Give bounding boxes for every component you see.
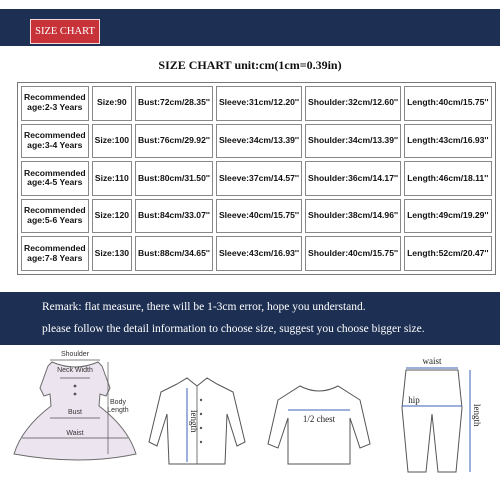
size-cell: Length:40cm/15.75'' [404, 86, 491, 121]
age-cell: Recommended age:2-3 Years [21, 86, 89, 121]
size-cell: Bust:76cm/29.92'' [135, 124, 213, 159]
dress-length-label: Length [107, 407, 129, 414]
age-cell: Recommended age:7-8 Years [21, 236, 89, 271]
size-cell: Length:46cm/18.11'' [404, 161, 491, 196]
size-cell: Shoulder:38cm/14.96'' [305, 199, 401, 234]
pants-hip-label: hip [408, 395, 420, 405]
remark-line-2: please follow the detail information to choose size, suggest you choose bigger size. [42, 323, 425, 335]
size-cell: Shoulder:36cm/14.17'' [305, 161, 401, 196]
size-cell: Size:120 [92, 199, 132, 234]
dress-body-label: Body [110, 399, 126, 406]
remark-banner [0, 292, 500, 345]
size-cell: Length:52cm/20.47'' [404, 236, 491, 271]
pants-diagram [380, 348, 495, 480]
table-row [21, 124, 492, 159]
size-table [17, 82, 496, 275]
shirt-length-label: length [189, 410, 199, 433]
size-cell: Size:130 [92, 236, 132, 271]
table-row [21, 86, 492, 121]
size-chart-tag [30, 19, 100, 44]
dress-waist-label: Waist [66, 430, 84, 437]
age-cell: Recommended age:3-4 Years [21, 124, 89, 159]
table-row [21, 161, 492, 196]
pants-outline [402, 370, 462, 472]
header-banner [0, 0, 500, 46]
pants-length-label: length [472, 404, 482, 427]
dress-bust-label: Bust [67, 409, 83, 416]
size-cell: Shoulder:34cm/13.39'' [305, 124, 401, 159]
size-cell: Length:49cm/19.29'' [404, 199, 491, 234]
sweater-chest-label: 1/2 chest [302, 414, 336, 424]
size-cell: Sleeve:31cm/12.20'' [216, 86, 302, 121]
size-cell: Bust:84cm/33.07'' [135, 199, 213, 234]
size-cell: Size:110 [92, 161, 132, 196]
shirt-diagram [137, 348, 257, 480]
dress-diagram [0, 348, 150, 480]
size-cell: Bust:80cm/31.50'' [135, 161, 213, 196]
size-cell: Size:100 [92, 124, 132, 159]
remark-line-1: Remark: flat measure, there will be 1-3cm error, hope you understand. [42, 301, 366, 313]
size-cell: Length:43cm/16.93'' [404, 124, 491, 159]
size-chart-tag-label: SIZE CHART [35, 26, 95, 37]
size-cell: Shoulder:40cm/15.75'' [305, 236, 401, 271]
size-cell: Size:90 [92, 86, 132, 121]
size-cell: Sleeve:40cm/15.75'' [216, 199, 302, 234]
dress-shoulder-label: Shoulder [60, 351, 90, 358]
table-row [21, 199, 492, 234]
size-cell: Sleeve:37cm/14.57'' [216, 161, 302, 196]
age-cell: Recommended age:5-6 Years [21, 199, 89, 234]
chart-title: SIZE CHART unit:cm(1cm=0.39in) [158, 58, 342, 72]
age-cell: Recommended age:4-5 Years [21, 161, 89, 196]
size-cell: Sleeve:43cm/16.93'' [216, 236, 302, 271]
dress-neck-width-label: Neck Width [57, 367, 93, 374]
size-cell: Bust:88cm/34.65'' [135, 236, 213, 271]
table-row [21, 236, 492, 271]
pants-waist-label: waist [422, 356, 442, 366]
sweater-outline [268, 386, 370, 464]
size-cell: Bust:72cm/28.35'' [135, 86, 213, 121]
sweater-diagram [262, 348, 377, 480]
size-cell: Sleeve:34cm/13.39'' [216, 124, 302, 159]
size-cell: Shoulder:32cm/12.60'' [305, 86, 401, 121]
